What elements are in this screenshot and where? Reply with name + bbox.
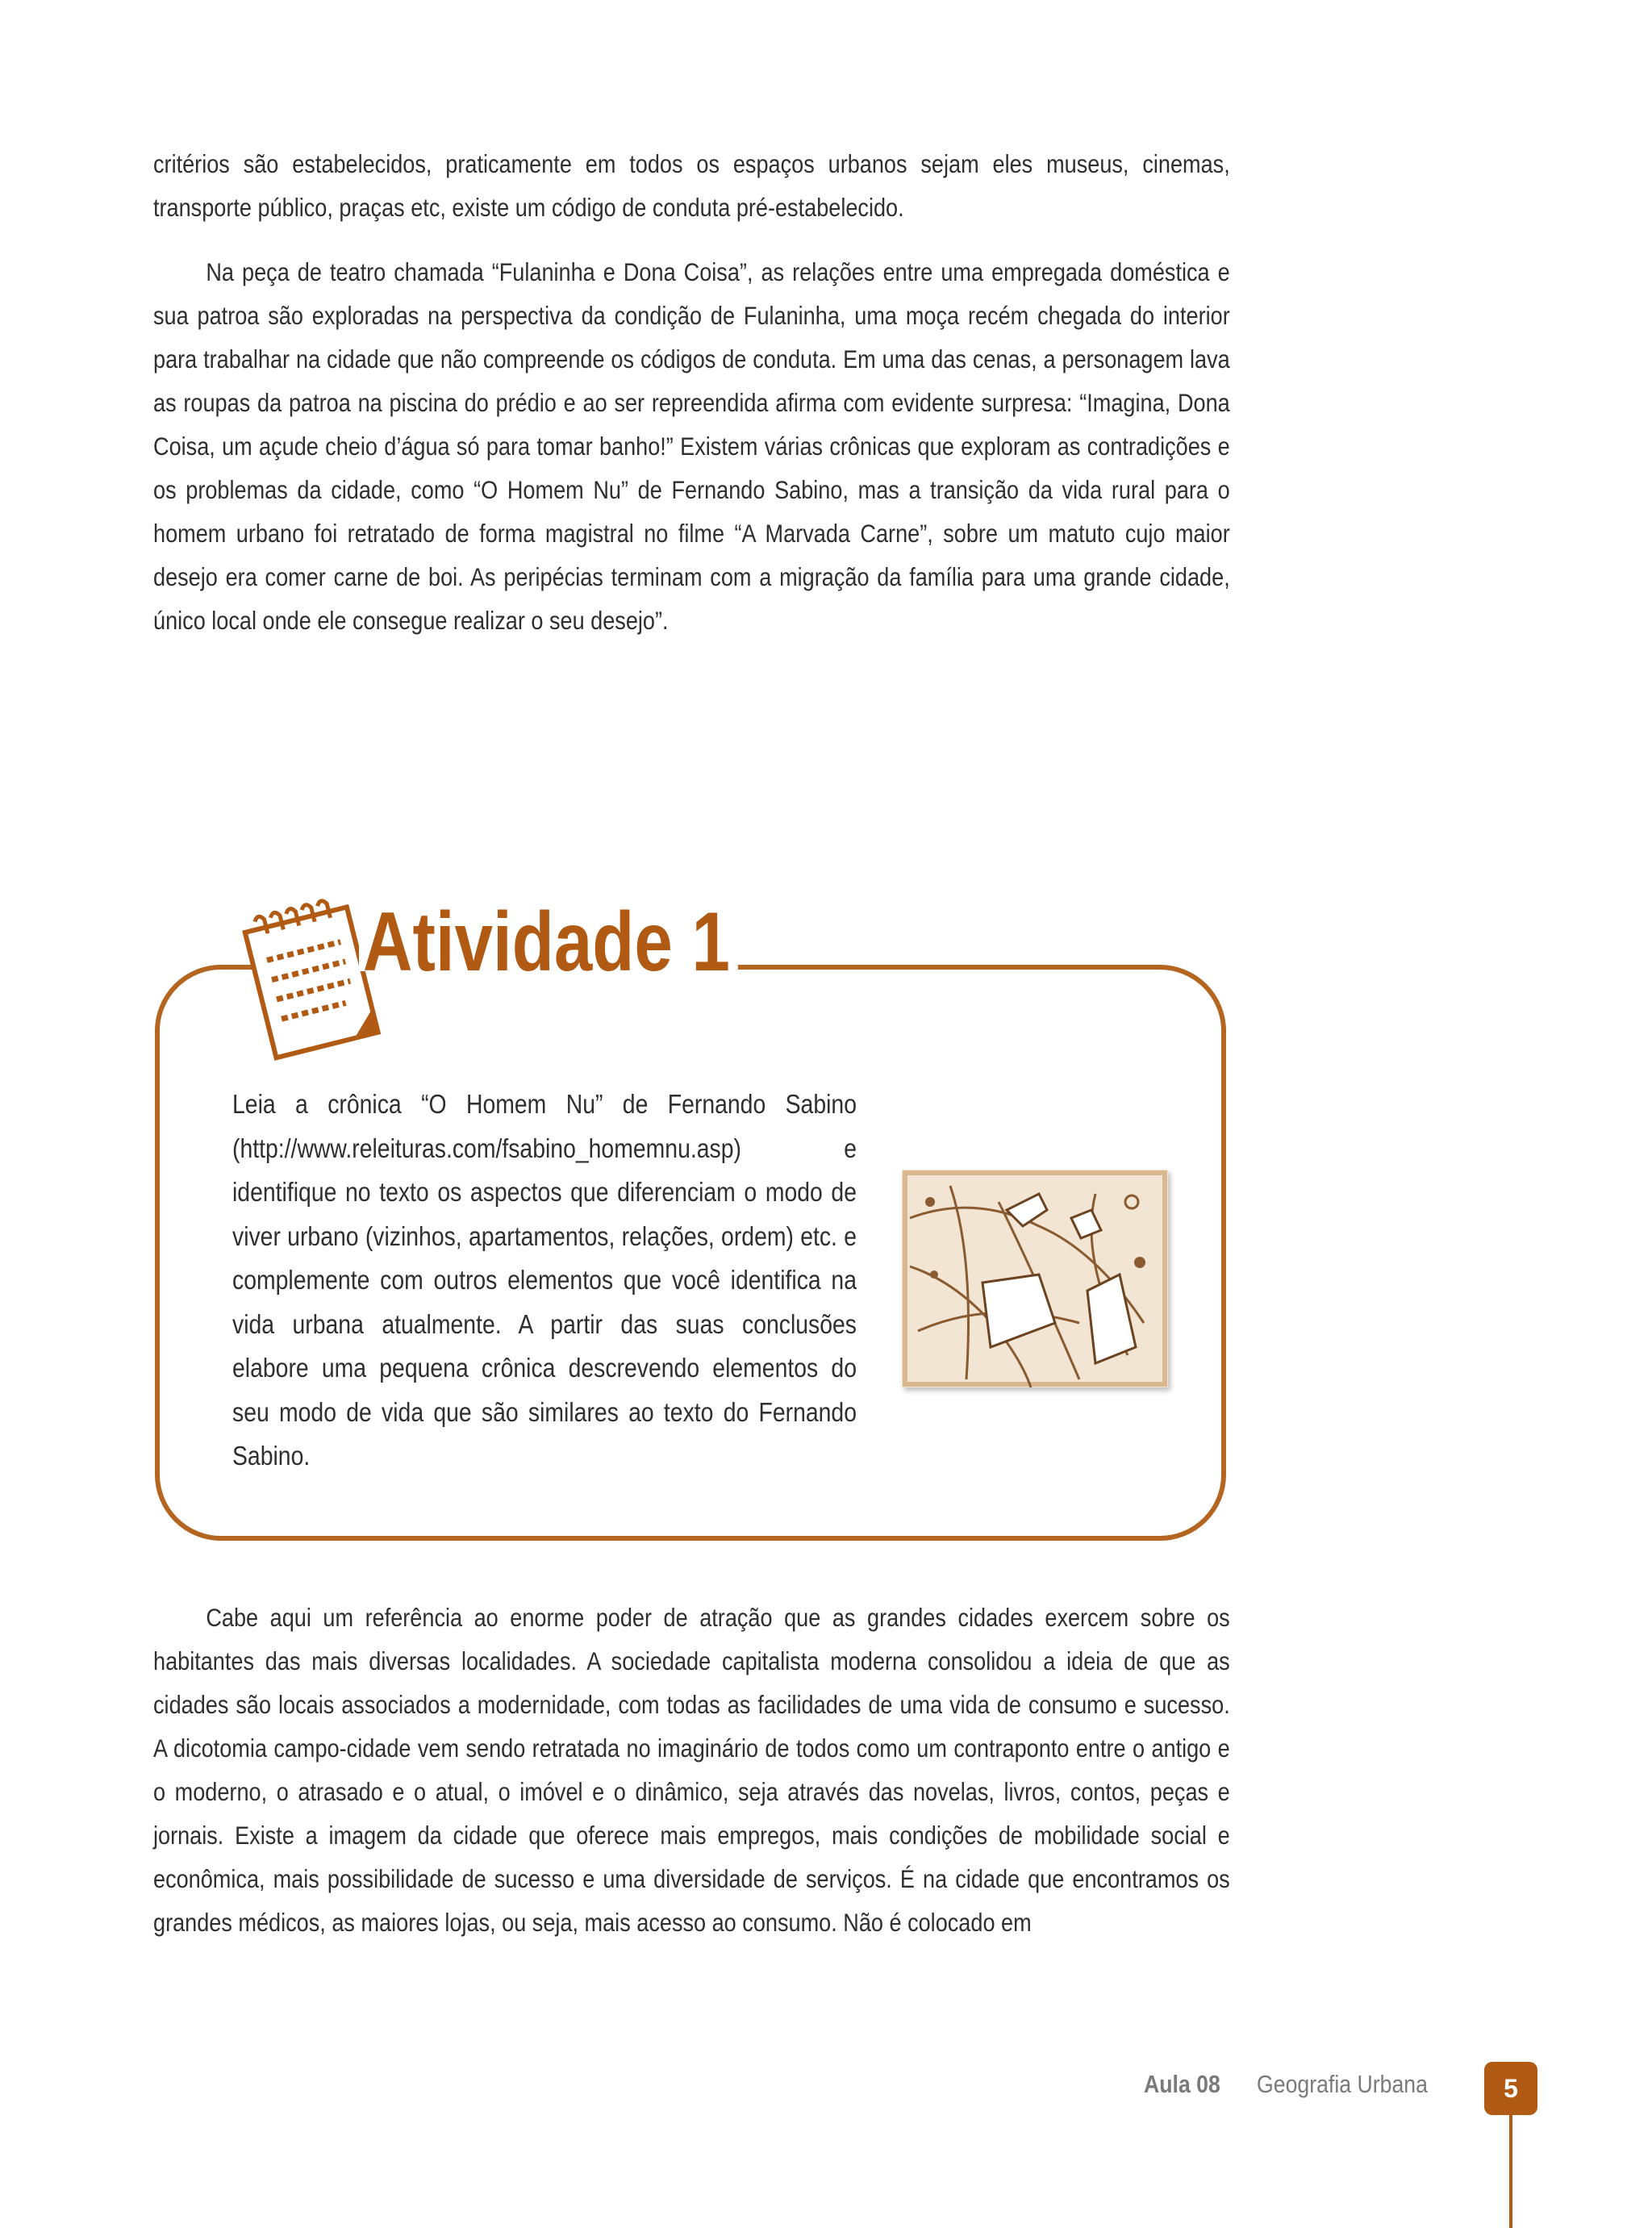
footer-subject: Geografia Urbana [1257,2070,1428,2098]
body-text-bottom [153,1596,1230,1965]
body-text-top [153,142,1230,663]
footer-lesson: Aula 08 [1144,2070,1220,2098]
activity-instructions: Leia a crônica “O Homem Nu” de Fernando Sabino (http://www.releituras.com/fsabino_homemnu.asp) e identifique no texto os aspectos que diferenciam o modo de viver urbano (vizinhos, apartamentos, relações, ordem) etc. e complemente com outros elementos que você identifica na vida urbana atualmente. A partir das suas conclusões elabore uma pequena crônica descrevendo elementos do seu modo de vida que são similares ao texto do Fernando Sabino. [232,1089,857,1471]
paragraph: Na peça de teatro chamada “Fulaninha e Dona Coisa”, as relações entre uma empregada doméstica e sua patroa são exploradas na perspectiva da condição de Fulaninha, uma moça recém chegada do interior para trabalhar na cidade que não compreende os códigos de conduta. Em uma das cenas, a personagem lava as roupas da patroa na piscina do prédio e ao ser repreendida afirma com evidente surpresa: “Imagina, Dona Coisa, um açude cheio d’água só para tomar banho!” Existem várias crônicas que exploram as contradições e os problemas da cidade, como “O Homem Nu” de Fernando Sabino, mas a transição da vida rural para o homem urbano foi retratado de forma magistral no filme “A Marvada Carne”, sobre um matuto cujo maior desejo era comer carne de boi. As peripécias terminam com a migração da família para uma grande cidade, único local onde ele consegue realizar o seu desejo”. [153,257,1230,635]
paragraph: critérios são estabelecidos, praticamente em todos os espaços urbanos sejam eles museus, cinemas, transporte público, praças etc, existe um código de conduta pré-estabelecido. [153,149,1230,222]
paragraph: Cabe aqui um referência ao enorme poder de atração que as grandes cidades exercem sobre os habitantes das mais diversas localidades. A sociedade capitalista moderna consolidou a ideia de que as cidades são locais associados a modernidade, com todas as facilidades de uma vida de consumo e sucesso. A dicotomia campo-cidade vem sendo retratada no imaginário de todos como um contraponto entre o antigo e o moderno, o atrasado e o atual, o imóvel e o dinâmico, seja através das novelas, livros, contos, peças e jornais. Existe a imagem da cidade que oferece mais empregos, mais condições de mobilidade social e econômica, mais possibilidade de sucesso e uma diversidade de serviços. É na cidade que encontramos os grandes médicos, as maiores lojas, ou seja, mais acesso ao consumo. Não é colocado em [153,1603,1230,1937]
page-number: 5 [1484,2062,1537,2115]
page-divider-line [1509,2115,1512,2228]
illustration-image [902,1170,1168,1387]
activity-title: Atividade 1 [359,894,738,971]
